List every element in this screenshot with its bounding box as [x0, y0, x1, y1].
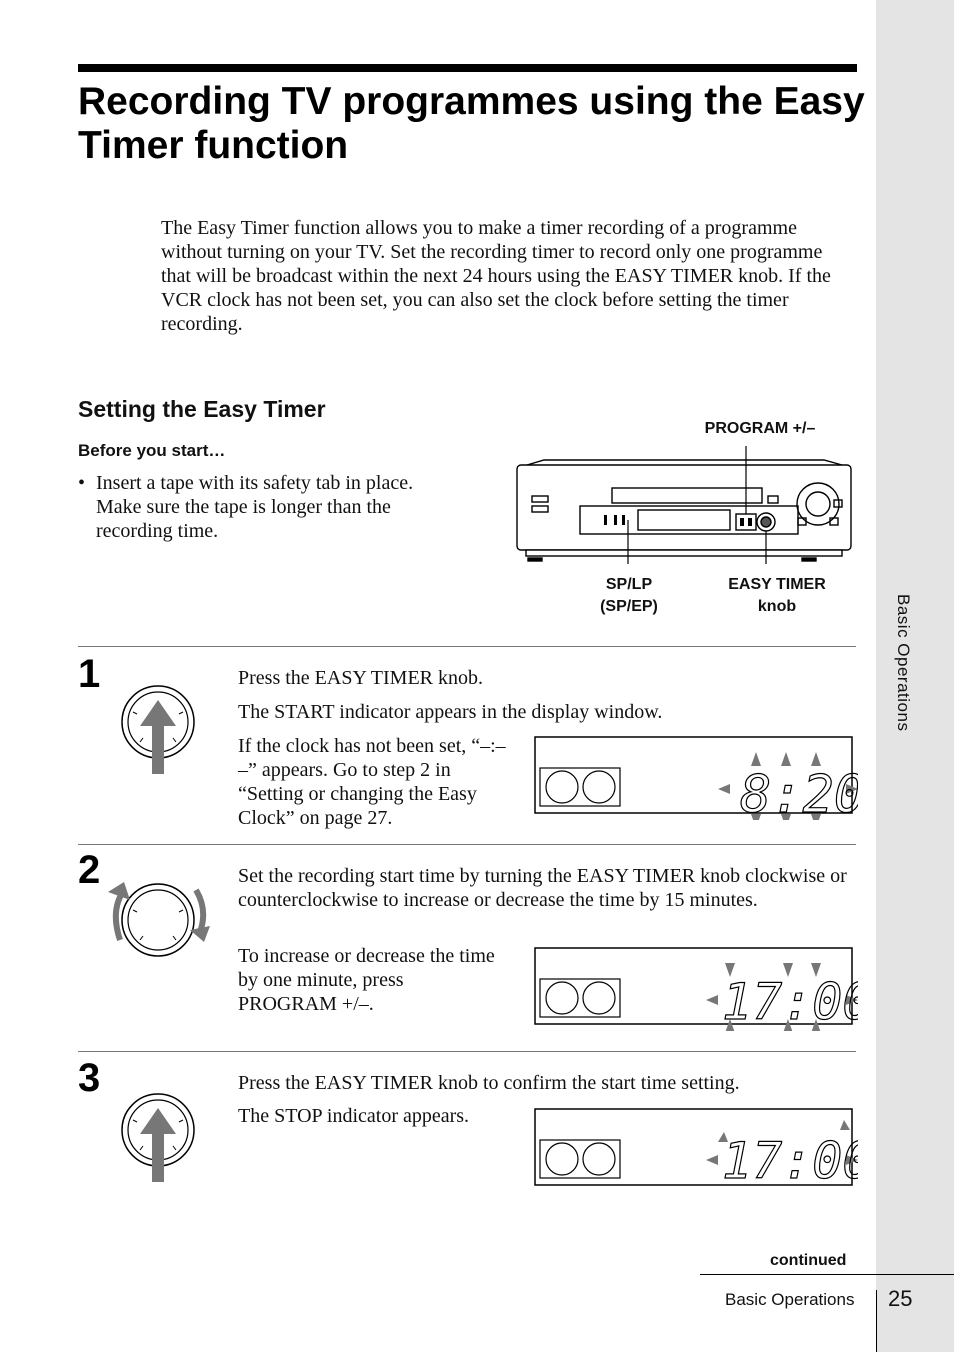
easy-timer-callout-line1: EASY TIMER	[728, 576, 826, 593]
step-1-note: If the clock has not been set, “–:– –” appears. Go to step 2 in “Setting or changing the Easy Clock” on page 27.	[238, 735, 506, 829]
step-divider	[78, 844, 856, 845]
step-number: 2	[78, 848, 101, 892]
section-heading: Setting the Easy Timer	[78, 396, 326, 422]
display-window	[534, 1108, 858, 1192]
side-tab	[876, 0, 954, 1352]
step-1-result: The START indicator appears in the display window.	[238, 701, 663, 723]
display-window-graphic	[534, 1108, 858, 1192]
splp-callout-line2: (SP/EP)	[600, 598, 658, 615]
step-number: 1	[78, 652, 101, 696]
display-window-graphic	[534, 736, 858, 820]
program-callout: PROGRAM +/–	[704, 420, 816, 437]
easy-timer-callout	[712, 574, 842, 618]
splp-callout	[574, 574, 684, 618]
continued-label: continued	[770, 1252, 847, 1269]
title-rule	[78, 64, 857, 72]
easy-timer-callout-line2: knob	[757, 598, 797, 615]
footer-section-label: Basic Operations	[725, 1290, 855, 1309]
step-divider	[78, 646, 856, 647]
display-window-graphic	[534, 947, 858, 1031]
footer-divider	[876, 1290, 877, 1352]
step-number: 3	[78, 1056, 101, 1100]
display-digits: 8:20	[740, 765, 858, 820]
intro-paragraph: The Easy Timer function allows you to make a timer recording of a programme without turning on your TV. Set the recording timer to record only one programme that will be broadcast within the next 24 hours using the EASY TIMER knob. If the VCR clock has not been set, you can also set the clock before setting the timer recording.	[161, 217, 831, 335]
splp-callout-line1: SP/LP	[605, 576, 653, 593]
knob-press-icon	[100, 652, 230, 782]
display-window	[534, 947, 858, 1031]
display-digits: 17:00	[722, 973, 858, 1031]
display-digits: 17:00	[722, 1132, 858, 1190]
before-you-start-heading: Before you start…	[78, 441, 226, 460]
step-2-note: To increase or decrease the time by one minute, press PROGRAM +/–.	[238, 945, 495, 1015]
side-tab-label: Basic Operations	[894, 594, 913, 732]
footer-rule	[700, 1274, 954, 1275]
step-3-instruction: Press the EASY TIMER knob to confirm the start time setting.	[238, 1072, 740, 1094]
bullet-item	[78, 471, 423, 543]
step-divider	[78, 1051, 856, 1052]
step-2-instruction: Set the recording start time by turning the EASY TIMER knob clockwise or counterclockwise to increase or decrease the time by 15 minutes.	[238, 865, 847, 911]
step-3-result: The STOP indicator appears.	[238, 1105, 470, 1127]
knob-turn-icon	[100, 850, 230, 980]
bullet-text: Insert a tape with its safety tab in place. Make sure the tape is longer than the recording time.	[96, 472, 414, 542]
page-title: Recording TV programmes using the Easy Timer function	[78, 80, 865, 167]
display-window	[534, 736, 858, 820]
step-1-instruction: Press the EASY TIMER knob.	[238, 667, 483, 689]
bullet-marker: •	[78, 472, 86, 494]
page-number: 25	[888, 1286, 913, 1311]
vcr-illustration	[512, 440, 857, 570]
knob-press-icon	[100, 1060, 230, 1190]
